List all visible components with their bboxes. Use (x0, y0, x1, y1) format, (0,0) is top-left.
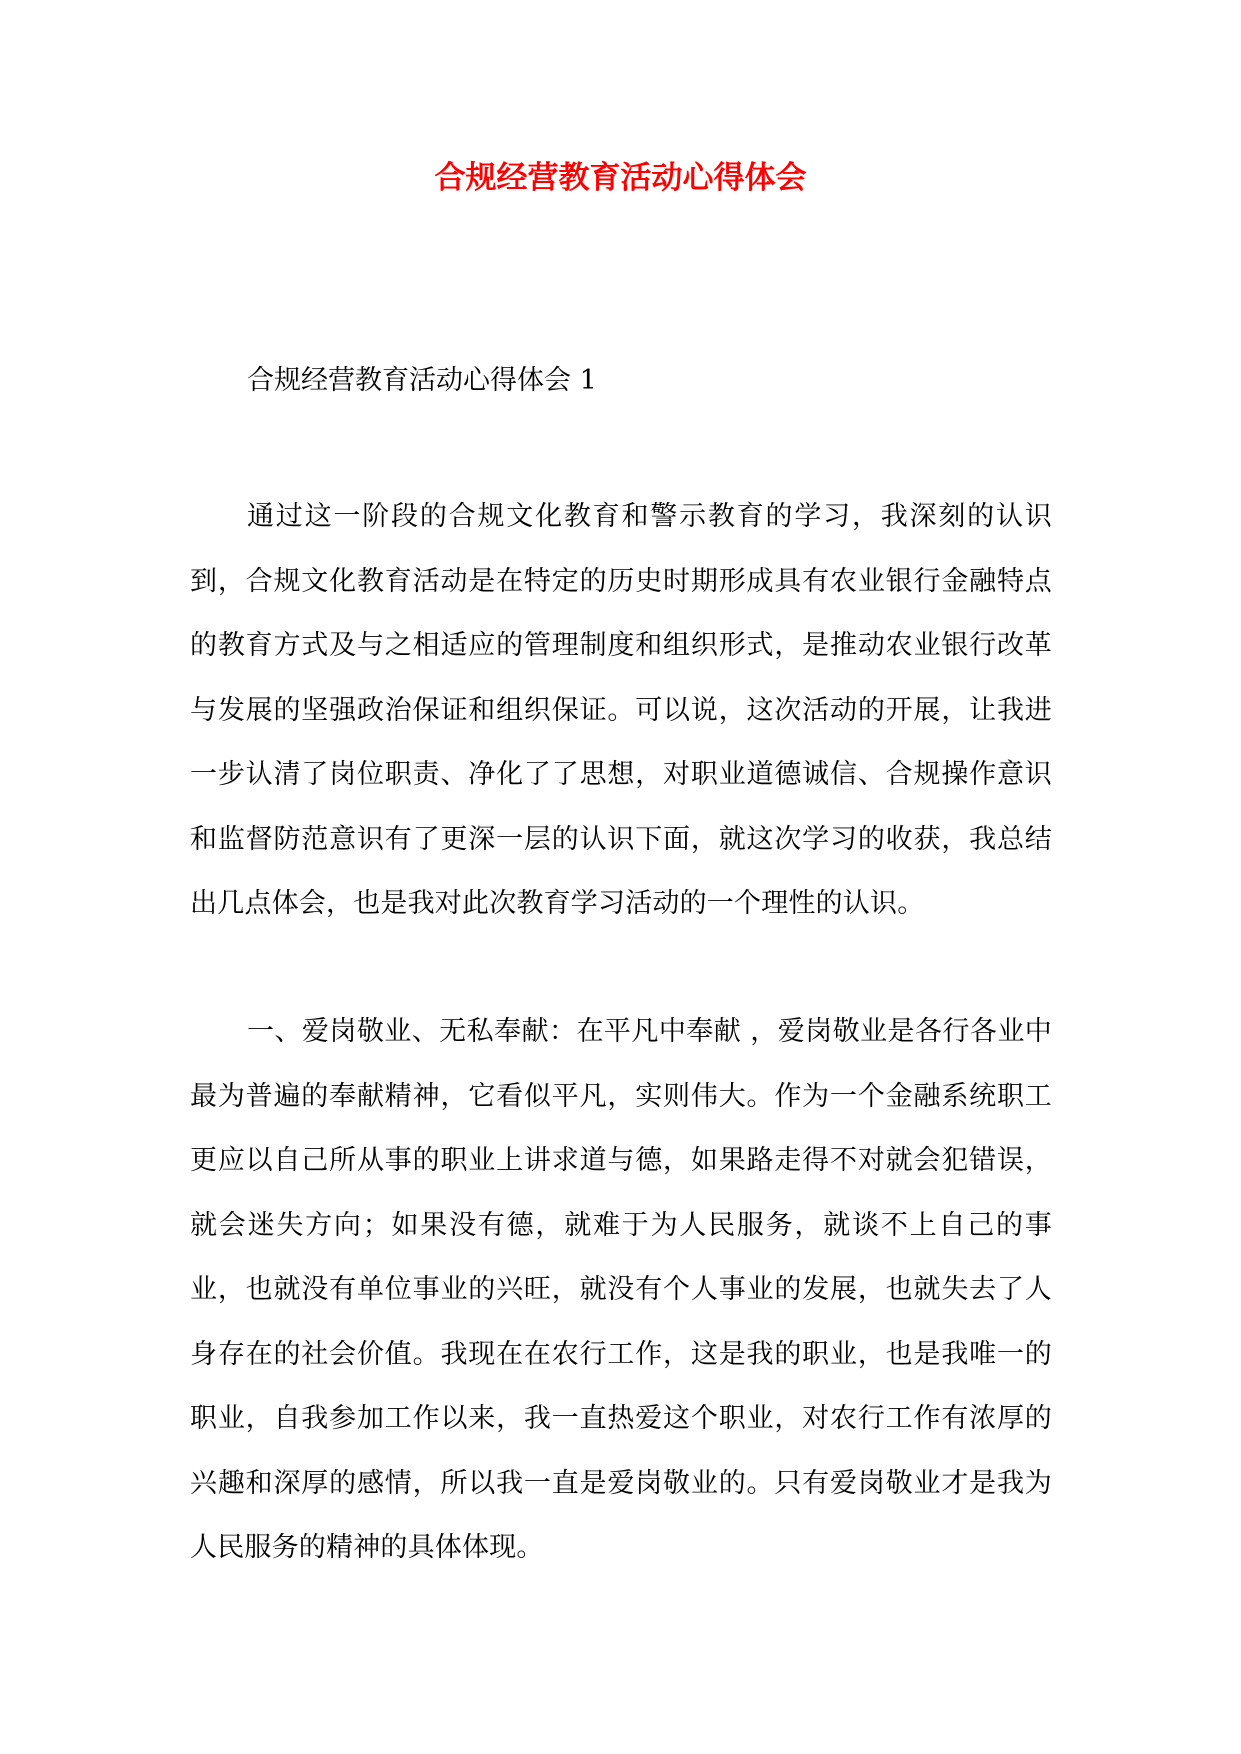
body-paragraph: 一、爱岗敬业、无私奉献：在平凡中奉献 ，爱岗敬业是各行各业中最为普遍的奉献精神，它看似平凡，实则伟大。作为一个金融系统职工更应以自己所从事的职业上讲求道与德，如果路走得不对就会犯错误，就会迷失方向；如果没有德，就难于为人民服务，就谈不上自己的事业，也就没有单位事业的兴旺，就没有个人事业的发展，也就失去了人身存在的社会价值。我现在在农行工作，这是我的职业，也是我唯一的职业，自我参加工作以来，我一直热爱这个职业，对农行工作有浓厚的兴趣和深厚的感情，所以我一直是爱岗敬业的。只有爱岗敬业才是我为人民服务的精神的具体体现。 (190, 1016, 1052, 1563)
document-title: 合规经营教育活动心得体会 (434, 160, 807, 196)
body-paragraph: 通过这一阶段的合规文化教育和警示教育的学习，我深刻的认识到，合规文化教育活动是在特定的历史时期形成具有农业银行金融特点的教育方式及与之相适应的管理制度和组织形式，是推动农业银行改革与发展的坚强政治保证和组织保证。可以说，这次活动的开展，让我进一步认清了岗位职责、净化了了思想，对职业道德诚信、合规操作意识和监督防范意识有了更深一层的认识下面，就这次学习的收获，我总结出几点体会，也是我对此次教育学习活动的一个理性的认识。 (190, 501, 1052, 919)
section-heading: 合规经营教育活动心得体会 1 (247, 365, 597, 396)
